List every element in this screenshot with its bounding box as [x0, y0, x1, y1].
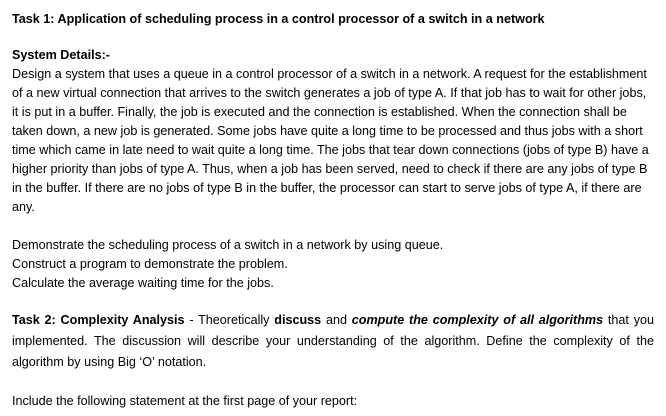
system-details-paragraph: Design a system that uses a queue in a control processor of a switch in a network. A request for the establishment of a new virtual connection that arrives to the switch generates a job of type A. If that job has to wait for other jobs, it is put in a buffer. Finally, the job is executed and the connection is established. When the connection shall be taken down, a new job is generated. Some jobs have quite a long time to be processed and thus jobs with a short time which came in late need to wait quite a long time. The jobs that tear down connections (jobs of type B) have a higher priority than jobs of type A. Thus, when a job has been served, need to check if there are any jobs of type B in the buffer. If there are no jobs of type B in the buffer, the processor can start to serve jobs of type A, if there are any. [12, 67, 649, 214]
system-details-heading: System Details:- [12, 48, 110, 62]
task2-text: and [321, 313, 352, 327]
task2-emphasis-discuss: discuss [274, 313, 322, 327]
instruction-line: Construct a program to demonstrate the problem. [12, 257, 288, 271]
instruction-line: Demonstrate the scheduling process of a switch in a network by using queue. [12, 238, 444, 252]
instructions-list [12, 236, 654, 293]
instruction-line: Calculate the average waiting time for the jobs. [12, 276, 274, 290]
task1-title: Task 1: Application of scheduling process in a control processor of a switch in a network [12, 12, 545, 26]
task2-text: - Theoretically [184, 313, 275, 327]
task2-title: Task 2: Complexity Analysis [12, 313, 185, 327]
document-page [12, 10, 654, 411]
footer-statement: Include the following statement at the first page of your report: [12, 394, 358, 408]
task2-paragraph [12, 310, 654, 373]
task2-text: that you implemented. The discussion will describe your understanding of the algorithm. Define the complexity of the algorithm by using Big ‘O’ notation. [12, 313, 655, 369]
task2-emphasis-compute: compute the complexity of all algorithms [351, 313, 604, 327]
